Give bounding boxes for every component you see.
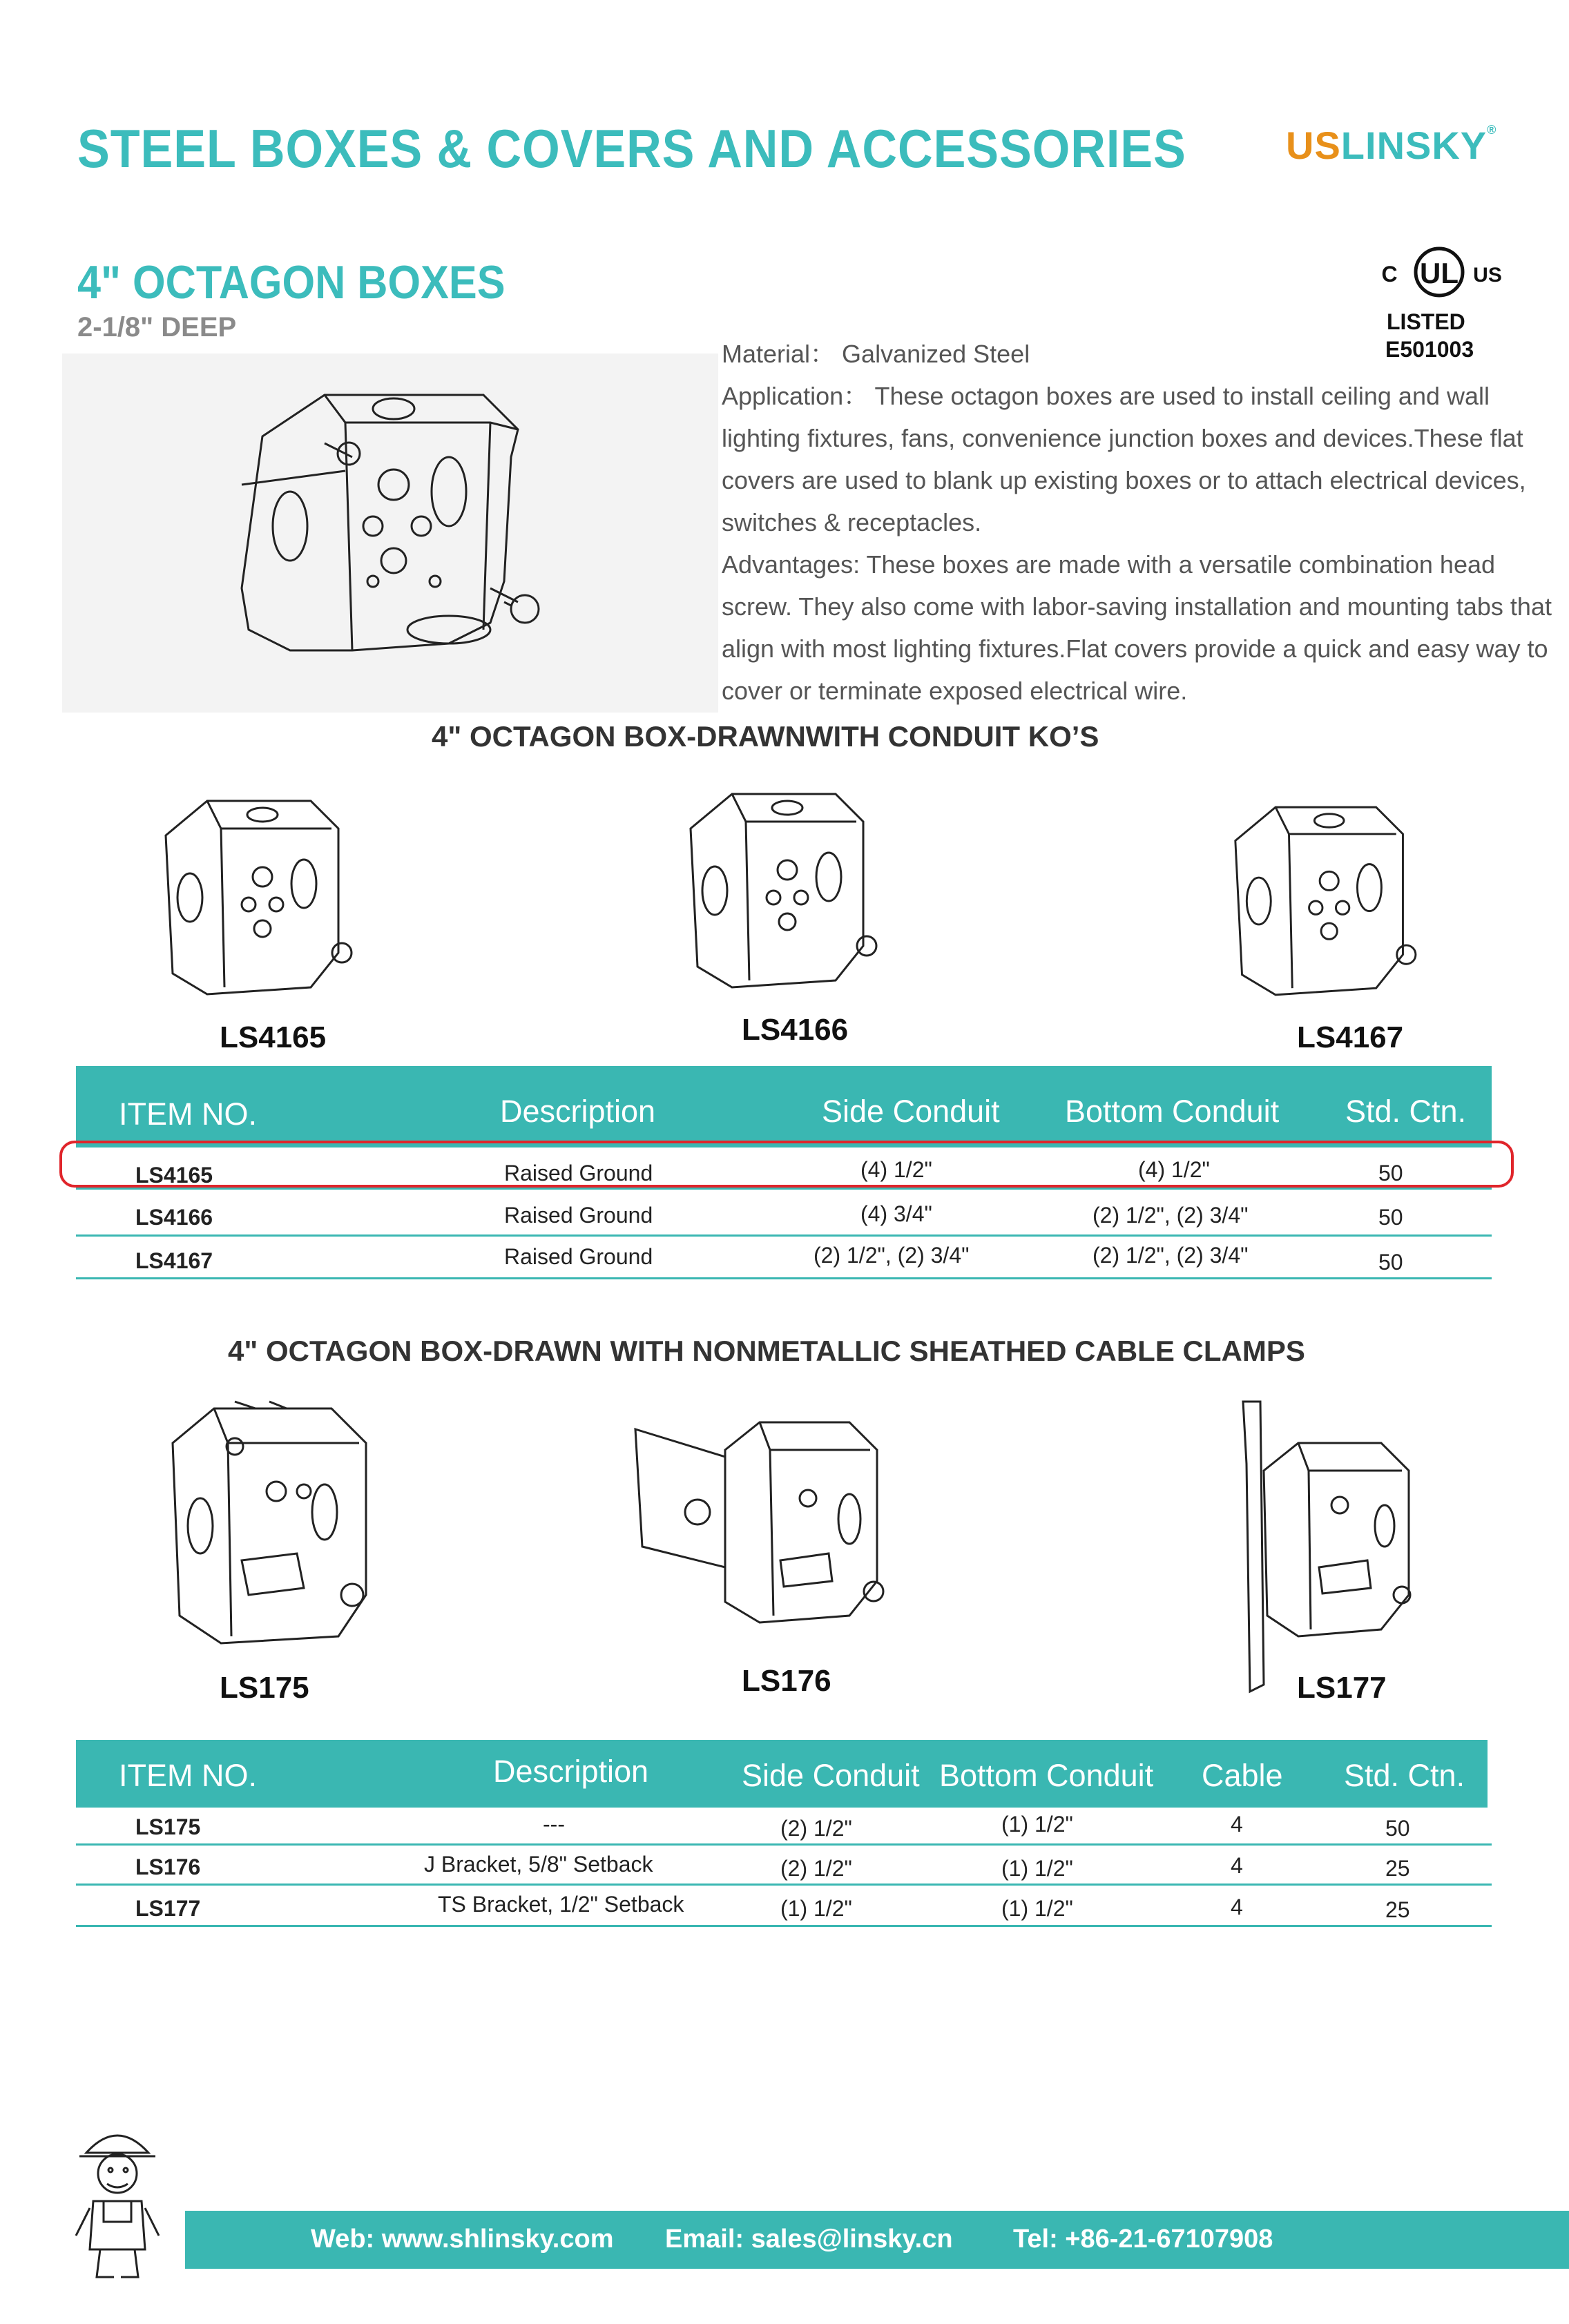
table2-header (76, 1740, 1488, 1808)
table1-side: (4) 1/2" (860, 1157, 932, 1182)
brand-registered: ® (1487, 123, 1497, 137)
table2-description: TS Bracket, 1/2" Setback (438, 1892, 684, 1917)
table1-bottom: (2) 1/2", (2) 3/4" (1092, 1243, 1249, 1268)
table2-col-description: Description (493, 1754, 649, 1789)
table2-row-divider (76, 1925, 1492, 1927)
ul-file-number: E501003 (1385, 337, 1474, 362)
product-image-ls177 (1229, 1395, 1436, 1698)
table1-row-divider (76, 1234, 1492, 1237)
spec-advantages: Advantages: These boxes are made with a versatile combination head screw. They also come with labor-saving installation and mounting tabs that align with most lighting fixtures.Flat covers provide a quick and easy way to cover or terminate exposed electrical wire. (722, 550, 1552, 705)
table1-header (76, 1066, 1492, 1148)
hero-octagon-box-image (62, 354, 718, 713)
product-image-ls176 (622, 1408, 925, 1657)
table2-ctn: 25 (1385, 1897, 1410, 1922)
table2-row-divider (76, 1884, 1492, 1886)
product-label-ls176: LS176 (742, 1664, 831, 1698)
table2-cable: 4 (1231, 1895, 1243, 1919)
table1-item: LS4166 (135, 1205, 213, 1230)
table2-col-ctn: Std. Ctn. (1344, 1758, 1465, 1793)
spec-material: Material： Galvanized Steel (722, 340, 1030, 368)
footer-web[interactable]: Web: www.shlinsky.com (311, 2225, 614, 2254)
table1-description: Raised Ground (504, 1161, 653, 1185)
spec-application: Application： These octagon boxes are used to install ceiling and wall lighting fixtures, fans, convenience junction boxes and devices.These flat covers are used to blank up existing boxes or to attach electrical devices, switches & receptacles. (722, 382, 1526, 536)
table2-ctn: 25 (1385, 1856, 1410, 1881)
table2-description: --- (543, 1812, 565, 1837)
table1-ctn: 50 (1378, 1250, 1403, 1275)
product-label-ls177: LS177 (1297, 1671, 1387, 1705)
table2-cable: 4 (1231, 1853, 1243, 1878)
page-title: STEEL BOXES & COVERS AND ACCESSORIES (77, 118, 1186, 179)
table2-item: LS177 (135, 1896, 201, 1921)
ul-text: UL (1420, 257, 1459, 289)
section-subtitle: 2-1/8" DEEP (77, 312, 237, 342)
ul-us-text: US (1473, 264, 1502, 287)
table2-side: (2) 1/2" (780, 1816, 852, 1841)
table2-col-side: Side Conduit (742, 1758, 920, 1793)
table1-description: Raised Ground (504, 1244, 653, 1269)
table2-item: LS175 (135, 1814, 201, 1839)
table1-description: Raised Ground (504, 1203, 653, 1228)
table1-item: LS4167 (135, 1248, 213, 1273)
table2-description: J Bracket, 5/8" Setback (424, 1852, 653, 1877)
footer-email[interactable]: Email: sales@linsky.cn (665, 2225, 953, 2254)
table2-ctn: 50 (1385, 1816, 1410, 1841)
group2-heading: 4" OCTAGON BOX-DRAWN WITH NONMETALLIC SHEATHED CABLE CLAMPS (228, 1335, 1305, 1367)
table2-col-cable: Cable (1202, 1758, 1283, 1793)
table1-ctn: 50 (1378, 1205, 1403, 1230)
product-image-ls4165 (138, 780, 373, 1015)
table1-bottom: (2) 1/2", (2) 3/4" (1092, 1203, 1249, 1228)
product-label-ls175: LS175 (220, 1671, 309, 1705)
table1-col-description: Description (500, 1094, 656, 1129)
section-title: 4" OCTAGON BOXES (77, 256, 506, 309)
brand-linsky: LINSKY (1340, 124, 1488, 167)
table1-side: (2) 1/2", (2) 3/4" (814, 1243, 970, 1268)
table2-cable: 4 (1231, 1812, 1243, 1837)
table1-ctn: 50 (1378, 1161, 1403, 1185)
table1-col-side: Side Conduit (822, 1094, 1000, 1129)
product-label-ls4166: LS4166 (742, 1013, 849, 1047)
table1-col-item: ITEM NO. (119, 1096, 257, 1132)
table2-bottom: (1) 1/2" (1001, 1856, 1073, 1881)
table1-bottom: (4) 1/2" (1138, 1157, 1210, 1182)
table1-col-ctn: Std. Ctn. (1345, 1094, 1467, 1129)
product-image-ls4167 (1209, 787, 1436, 1015)
product-image-ls4166 (663, 773, 898, 1008)
table2-bottom: (1) 1/2" (1001, 1896, 1073, 1921)
ul-listed-label: LISTED (1387, 309, 1465, 334)
table2-side: (1) 1/2" (780, 1896, 852, 1921)
table2-row-divider (76, 1843, 1492, 1846)
brand-us: US (1286, 124, 1341, 167)
table2-col-bottom: Bottom Conduit (939, 1758, 1154, 1793)
group1-heading: 4" OCTAGON BOX-DRAWNWITH CONDUIT KO’S (432, 720, 1099, 753)
table1-item: LS4165 (135, 1163, 213, 1188)
mascot-worker-icon (69, 2118, 166, 2284)
table1-side: (4) 3/4" (860, 1201, 932, 1226)
table2-bottom: (1) 1/2" (1001, 1812, 1073, 1837)
footer-tel[interactable]: Tel: +86-21-67107908 (1013, 2225, 1273, 2254)
product-image-ls175 (138, 1388, 394, 1664)
table1-col-bottom: Bottom Conduit (1065, 1094, 1280, 1129)
table1-row-divider (76, 1277, 1492, 1279)
product-label-ls4167: LS4167 (1297, 1020, 1404, 1054)
row-highlight-outline (59, 1141, 1514, 1188)
table2-col-item: ITEM NO. (119, 1758, 257, 1793)
product-label-ls4165: LS4165 (220, 1020, 327, 1054)
table1-row-divider (76, 1188, 1492, 1190)
brand-logo (1286, 123, 1496, 168)
table2-side: (2) 1/2" (780, 1856, 852, 1881)
table2-item: LS176 (135, 1855, 201, 1879)
ul-c-text: C (1381, 262, 1398, 287)
